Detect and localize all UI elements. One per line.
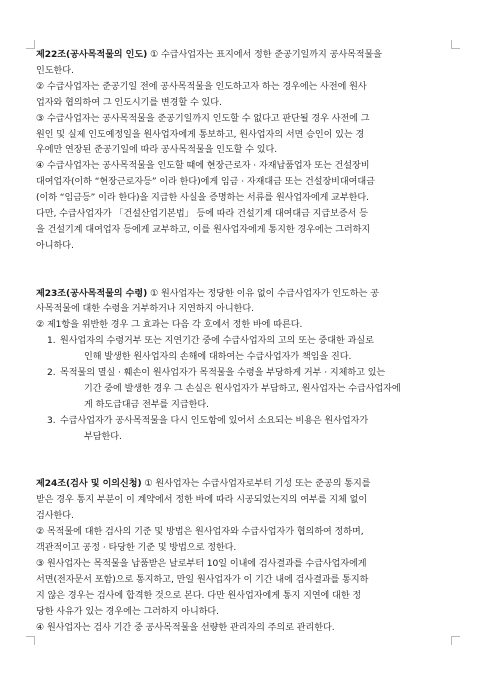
article-text: ① 원사업자는 수급사업자로부터 기성 또는 준공의 통지를	[144, 479, 371, 490]
page-corner-mark	[26, 636, 35, 645]
article-text: 업자와 협의하여 그 인도시기를 변경할 수 있다.	[36, 97, 222, 108]
article-23	[36, 287, 456, 446]
article-title: 제24조(검사 및 이의신청)	[36, 479, 142, 490]
list-item-text: 게 하도급대금 전부를 지급한다.	[84, 399, 209, 410]
article-text: 사목적물에 대한 수령을 거부하거나 지연하지 아니한다.	[36, 304, 254, 315]
section-spacer	[36, 462, 456, 478]
article-text: 우에만 연장된 준공기일에 따라 공사목적물을 인도할 수 있다.	[36, 145, 278, 156]
article-title: 제23조(공사목적물의 수령)	[36, 288, 148, 299]
article-text: 원인 및 실제 인도예정일을 원사업자에게 통보하고, 원사업자의 서면 승인이 있는 경	[36, 129, 365, 140]
list-item-line: 1. 원사업자의 수령거부 또는 지연기간 중에 수급사업자의 고의 또는 중대한 과실로	[47, 336, 374, 347]
article-text: 지 않은 경우는 검사에 합격한 것으로 본다. 다만 원사업자에게 통지 지연에 대한 정	[36, 590, 362, 601]
article-text: 객관적이고 공정 · 타당한 기준 및 방법으로 정한다.	[36, 543, 237, 554]
article-first-line	[36, 287, 456, 303]
article-text: 대여업자(이하 “현장근로자등” 이라 한다)에게 임금 · 자재대금 또는 건설장비대여대금	[36, 177, 375, 188]
article-text: ④ 원사업자는 검사 기간 중 공사목적물을 선량한 관리자의 주의로 관리한다.	[36, 622, 335, 633]
section-spacer	[36, 255, 456, 271]
article-text: 을 건설기계 대여업자 등에게 교부하고, 이를 원사업자에게 통지한 경우에는 그러하지	[36, 224, 371, 235]
list-item-text: 수급사업자가 공사목적물을 다시 인도함에 있어서 소요되는 비용은 원사업자가	[60, 415, 369, 426]
list-item	[36, 334, 456, 366]
article-text: 다만, 수급사업자가 「건설산업기본법」 등에 따라 건설기계 대여대금 지급보증서 등	[36, 209, 368, 220]
article-first-line	[36, 48, 456, 64]
list-item-line: 2. 목적물의 멸실 · 훼손이 원사업자가 목적물을 수령을 부당하게 거부 · 지체하고 있는	[47, 368, 386, 379]
article-text: ① 원사업자는 정당한 이유 없이 수급사업자가 인도하는 공	[150, 288, 379, 299]
list-item-line: 3. 수급사업자가 공사목적물을 다시 인도함에 있어서 소요되는 비용은 원사업자가	[47, 415, 369, 426]
list-item-text: 부담한다.	[84, 431, 122, 442]
article-text: 서면(전자문서 포함)으로 통지하고, 만일 원사업자가 이 기간 내에 검사결과를 통지하	[36, 574, 369, 585]
section-spacer	[36, 446, 456, 462]
page-corner-mark	[451, 636, 460, 645]
list-item	[36, 414, 456, 446]
list-item-text: 목적물의 멸실 · 훼손이 원사업자가 목적물을 수령을 부당하게 거부 · 지체하고 있는	[60, 368, 386, 379]
document-page	[36, 48, 456, 636]
article-text: ① 수급사업자는 표지에서 정한 준공기일까지 공사목적물을	[150, 50, 383, 60]
article-text: ② 목적물에 대한 검사의 기준 및 방법은 원사업자와 수급사업자가 협의하여 정하며,	[36, 527, 364, 538]
article-text: ② 제1항을 위반한 경우 그 효과는 다음 각 호에서 정한 바에 따른다.	[36, 320, 303, 331]
article-22	[36, 48, 456, 255]
list-item-text: 인해 발생한 원사업자의 손해에 대하여는 수급사업자가 책임을 진다.	[84, 352, 352, 363]
article-text: 받은 경우 통지 부분이 이 계약에서 정한 바에 따라 시공되었는지의 여부를 지체 없이	[36, 495, 368, 506]
list-item-text: 기간 중에 발생한 경우 그 손실은 원사업자가 부담하고, 원사업자는 수급사업자에	[84, 384, 401, 394]
article-text: 인도한다.	[36, 65, 74, 76]
article-text: ② 수급사업자는 준공기일 전에 공사목적물을 인도하고자 하는 경우에는 사전에 원사	[36, 81, 367, 92]
article-text: ③ 원사업자는 목적물을 납품받은 날로부터 10일 이내에 검사결과를 수급사업자에게	[36, 558, 367, 569]
article-text: 당한 사유가 있는 경우에는 그러하지 아니하다.	[36, 606, 220, 617]
article-text: ③ 수급사업자는 공사목적물을 준공기일까지 인도할 수 없다고 판단될 경우 사전에 그	[36, 113, 370, 124]
article-text: ④ 수급사업자는 공사목적물을 인도할 때에 현장근로자 · 자재납품업자 또는 건설장비	[36, 161, 370, 172]
article-24	[36, 477, 456, 636]
article-text: 검사한다.	[36, 511, 74, 522]
list-item-text: 원사업자의 수령거부 또는 지연기간 중에 수급사업자의 고의 또는 중대한 과실로	[60, 336, 374, 347]
section-spacer	[36, 271, 456, 287]
article-text: (이하 “임금등” 이라 한다)을 지급한 사실을 증명하는 서류를 원사업자에게 교부한다.	[36, 193, 369, 204]
article-first-line	[36, 477, 456, 493]
article-text: 아니하다.	[36, 240, 74, 251]
list-item	[36, 366, 456, 414]
page-corner-mark	[26, 40, 35, 49]
article-title: 제22조(공사목적물의 인도)	[36, 50, 148, 60]
